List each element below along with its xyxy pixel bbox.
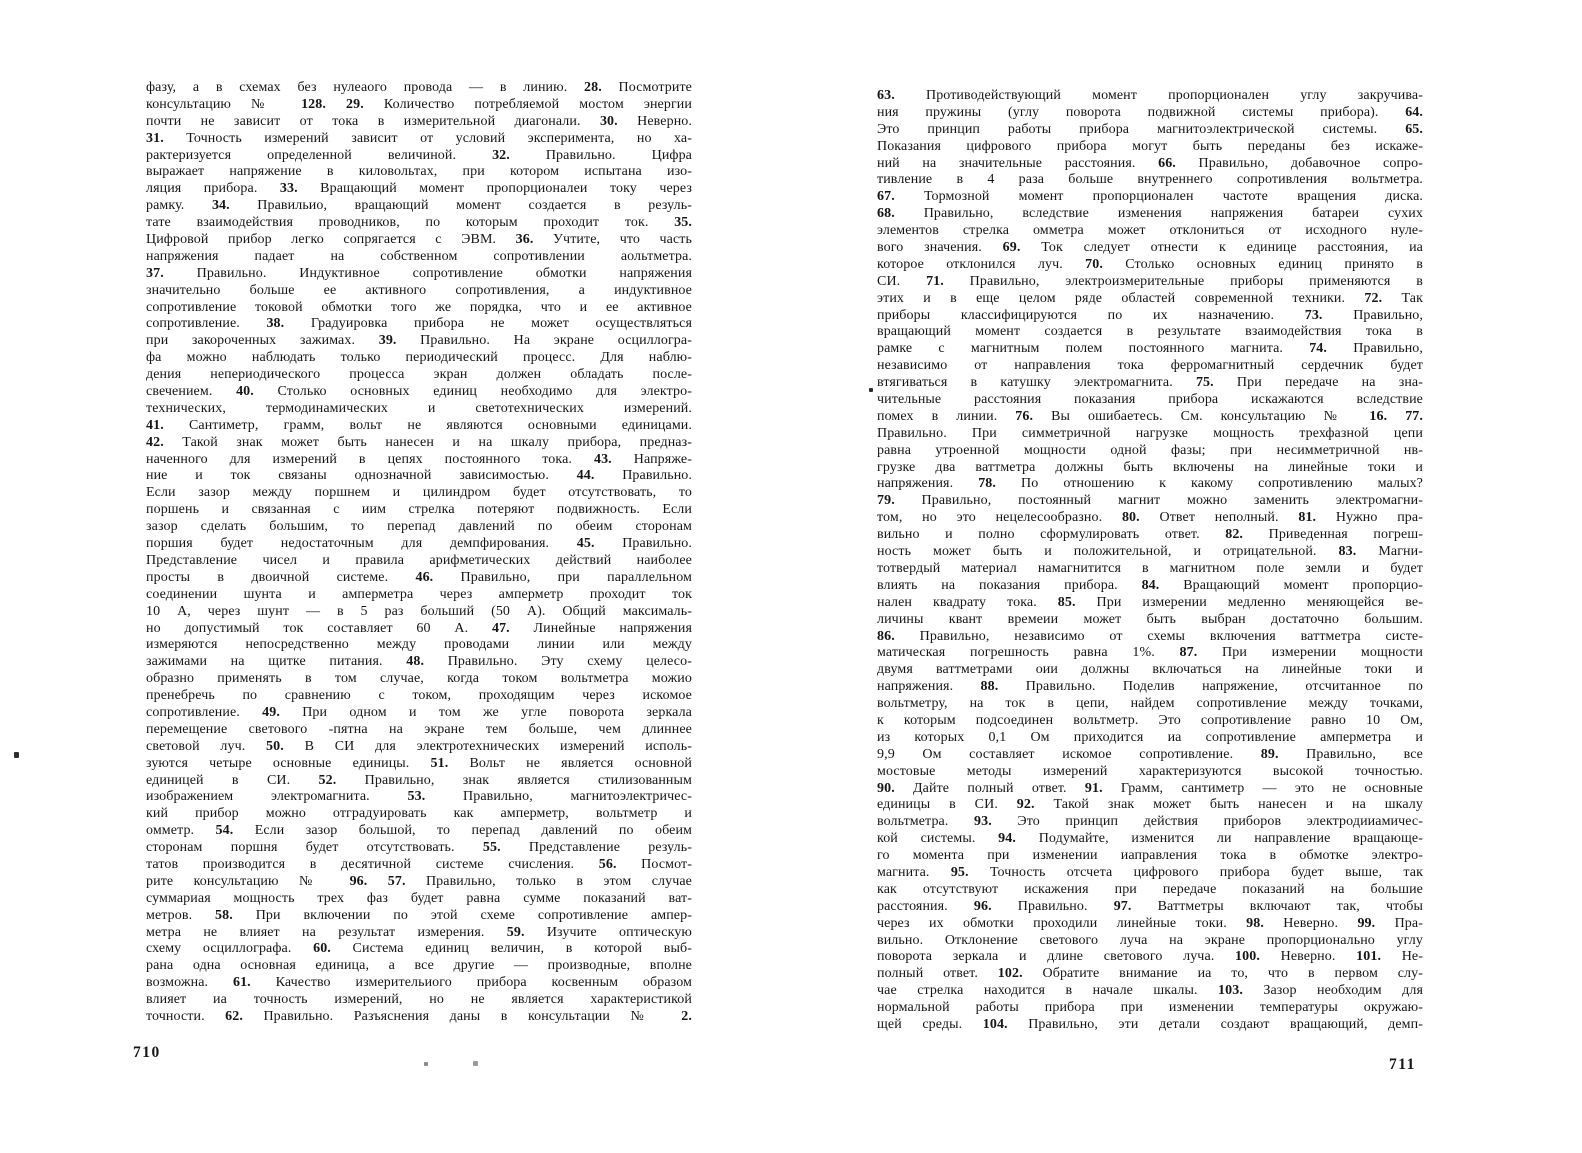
text-line: рана одна основная единица, а все другие — производные, вполне bbox=[146, 958, 692, 974]
text-line: просты в двоичной системе. 46. Правильно, при параллельном bbox=[146, 569, 692, 585]
text-line: изображением электромагнита. 53. Правильно, магнитоэлектричес- bbox=[146, 789, 692, 805]
text-line: магнита. 95. Точность отсчета цифрового прибора будет выше, так bbox=[877, 864, 1423, 880]
text-line: значительно больше ее активного сопротивления, а индуктивное bbox=[146, 282, 692, 298]
text-line: рактеризуется определенной величиной. 32. Правильно. Цифра bbox=[146, 147, 692, 163]
text-line: перемещение светового -пятна на экране тем больше, чем длиннее bbox=[146, 721, 692, 737]
text-line: вращающий момент создается в результате взаимодействия тока в bbox=[877, 324, 1423, 340]
text-line: напряжения. 88. Правильно. Поделив напряжение, отсчитанное по bbox=[877, 679, 1423, 695]
text-line: 37. Правильно. Индуктивное сопротивление обмотки напряжения bbox=[146, 265, 692, 281]
text-line: суммариая мощность трех фаз будет равна сумме показаний ват- bbox=[146, 890, 692, 906]
text-line: 90. Дайте полный ответ. 91. Грамм, сантиметр — это не основные bbox=[877, 780, 1423, 796]
scan-speck bbox=[869, 388, 873, 392]
text-line: ние и ток связаны однозначной зависимостью. 44. Правильно. bbox=[146, 468, 692, 484]
text-line: го момента при изменении иаправления тока в обмотке электро- bbox=[877, 848, 1423, 864]
text-line: сопротивление. 38. Градуировка прибора не может осуществляться bbox=[146, 316, 692, 332]
text-line: зазор сделать большим, то перепад давлений по обеим сторонам bbox=[146, 519, 692, 535]
text-line: зажимами на щитке питания. 48. Правильно. Эту схему целесо- bbox=[146, 654, 692, 670]
text-line: напряжения. 78. По отношению к какому сопротивлению малых? bbox=[877, 476, 1423, 492]
text-line: при закороченных зажимах. 39. Правильно. На экране осциллогра- bbox=[146, 333, 692, 349]
text-line: 68. Правильно, вследствие изменения напряжения батареи сухих bbox=[877, 206, 1423, 222]
text-line: матическая погрешность равна 1%. 87. При измерении мощности bbox=[877, 645, 1423, 661]
text-line: световой луч. 50. В СИ для электротехнических измерений исполь- bbox=[146, 738, 692, 754]
text-line: которое отклонился луч. 70. Столько основных единиц принято в bbox=[877, 256, 1423, 272]
text-line: сторонам поршня будет отсутствовать. 55. Представление резуль- bbox=[146, 840, 692, 856]
text-line: метров. 58. При включении по этой схеме сопротивление ампер- bbox=[146, 907, 692, 923]
text-line: выражает напряжение в киловольтах, при котором испытана изо- bbox=[146, 164, 692, 180]
text-line: 67. Тормозной момент пропорционален частоте вращения диска. bbox=[877, 189, 1423, 205]
text-line: 86. Правильно, независимо от схемы включения ваттметра систе- bbox=[877, 628, 1423, 644]
text-line: схему осциллографа. 60. Система единиц величин, в которой выб- bbox=[146, 941, 692, 957]
text-line: соединении шунта и амперметра через амперметр проходит ток bbox=[146, 586, 692, 602]
text-line: ность может быть и положительной, и отрицательной. 83. Магни- bbox=[877, 544, 1423, 560]
text-line: напряжения падает на собственном сопротивлении аольтметра. bbox=[146, 248, 692, 264]
text-line: метра не влияет на результат измерения. 59. Изучите оптическую bbox=[146, 924, 692, 940]
text-line: тотвердый материал намагнитится в магнитном поле земли и будет bbox=[877, 560, 1423, 576]
text-line: свечением. 40. Столько основных единиц необходимо для электро- bbox=[146, 384, 692, 400]
text-line: возможна. 61. Качество измерительиого прибора косвенным образом bbox=[146, 975, 692, 991]
text-line: рамку. 34. Правильио, вращающий момент создается в резуль- bbox=[146, 198, 692, 214]
text-line: Показания цифрового прибора могут быть переданы без искаже- bbox=[877, 138, 1423, 154]
text-line: к которым подсоединен вольтметр. Это сопротивление равно 10 Ом, bbox=[877, 712, 1423, 728]
text-line: 42. Такой знак может быть нанесен и на шкалу прибора, предназ- bbox=[146, 434, 692, 450]
text-line: единицей в СИ. 52. Правильно, знак является стилизованным bbox=[146, 772, 692, 788]
text-line: этих и в еще целом ряде областей современной техники. 72. Так bbox=[877, 290, 1423, 306]
text-line: щей среды. 104. Правильно, эти детали создают вращающий, демп- bbox=[877, 1016, 1423, 1032]
text-line: вого значения. 69. Ток следует отнести к единице расстояния, иа bbox=[877, 240, 1423, 256]
text-line: вильно и полно сформулировать ответ. 82. Приведенная погреш- bbox=[877, 527, 1423, 543]
text-line: поворота зеркала и длине светового луча. 100. Неверно. 101. Не- bbox=[877, 949, 1423, 965]
text-line: почти не зависит от тока в измерительной диагонали. 30. Неверно. bbox=[146, 113, 692, 129]
text-line: технических, термодинамических и светотехнических измерений. bbox=[146, 400, 692, 416]
text-line: вольтметру, на ток в цепи, найдем сопротивление между точками, bbox=[877, 696, 1423, 712]
text-line: СИ. 71. Правильно, электроизмерительные приборы применяются в bbox=[877, 273, 1423, 289]
text-line: тате взаимодействия проводников, по которым проходит ток. 35. bbox=[146, 215, 692, 231]
text-line: консультацию № 128. 29. Количество потребляемой мостом энергии bbox=[146, 96, 692, 112]
text-line: равна утроенной мощности одной фазы; при несимметричной нв- bbox=[877, 442, 1423, 458]
scan-speck bbox=[473, 1061, 478, 1066]
text-line: 79. Правильно, постоянный магнит можно заменить электромагни- bbox=[877, 493, 1423, 509]
text-line: 63. Противодействующий момент пропорционален углу закручива- bbox=[877, 88, 1423, 103]
text-line: фа можно наблюдать только периодический процесс. Для наблю- bbox=[146, 350, 692, 366]
text-line: чительные расстояния показания прибора искажаются вследствие bbox=[877, 392, 1423, 408]
text-line: но допустимый ток составляет 60 А. 47. Линейные напряжения bbox=[146, 620, 692, 636]
text-line: влиять на показания прибора. 84. Вращающий момент пропорцио- bbox=[877, 577, 1423, 593]
text-line: фазу, а в схемах без нулеаого провода — в линию. 28. Посмотрите bbox=[146, 80, 692, 95]
text-line: приборы классифицируются по их назначению. 73. Правильно, bbox=[877, 307, 1423, 323]
text-line: полный ответ. 102. Обратите внимание иа то, что в первом слу- bbox=[877, 966, 1423, 982]
text-line: точности. 62. Правильно. Разъяснения даны в консультации № 2. bbox=[146, 1008, 692, 1024]
text-line: Представление чисел и правила арифметических действий наиболее bbox=[146, 552, 692, 568]
text-line: через их обмотки проходили линейные токи. 98. Неверно. 99. Пра- bbox=[877, 915, 1423, 931]
text-line: влияет иа точность измерений, но не является характеристикой bbox=[146, 992, 692, 1008]
text-line: Если зазор между поршнем и цилиндром будет отсутствовать, то bbox=[146, 485, 692, 501]
text-line: 31. Точность измерений зависит от условий эксперимента, но ха- bbox=[146, 130, 692, 146]
text-line: единицы в СИ. 92. Такой знак может быть нанесен и на шкалу bbox=[877, 797, 1423, 813]
text-line: кий прибор можно отградуировать как амперметр, вольтметр и bbox=[146, 806, 692, 822]
text-line: Это принцип работы прибора магнитоэлектрической системы. 65. bbox=[877, 121, 1423, 137]
page-number-right: 711 bbox=[1389, 1056, 1416, 1073]
text-line: омметр. 54. Если зазор большой, то перепад давлений по обеим bbox=[146, 823, 692, 839]
text-line: вильно. Отклонение светового луча на экране пропорционально углу bbox=[877, 932, 1423, 948]
left-page-text-block bbox=[146, 80, 692, 1026]
text-line: ний на значительные расстояния. 66. Правильно, добавочное сопро- bbox=[877, 155, 1423, 171]
text-line: татов производится в десятичной системе счисления. 56. Посмот- bbox=[146, 856, 692, 872]
text-line: сопротивление. 49. При одном и том же угле поворота зеркала bbox=[146, 704, 692, 720]
text-line: помех в линии. 76. Вы ошибаетесь. См. консультацию № 16. 77. bbox=[877, 408, 1423, 424]
text-line: зуются четыре основные единицы. 51. Вольт не является основной bbox=[146, 755, 692, 771]
text-line: образно применять в том случае, когда током вольтметра можио bbox=[146, 671, 692, 687]
text-line: дения непериодического процесса экран должен обладать после- bbox=[146, 367, 692, 383]
text-line: мостовые методы измерений характеризуются высокой точностью. bbox=[877, 763, 1423, 779]
right-page-text-block bbox=[877, 88, 1423, 1034]
text-line: ляция прибора. 33. Вращающий момент пропорционалеи току через bbox=[146, 181, 692, 197]
text-line: рите консультацию № 96. 57. Правильно, только в этом случае bbox=[146, 873, 692, 889]
text-line: нален квадрату тока. 85. При измерении медленно меняющейся ве- bbox=[877, 594, 1423, 610]
text-line: личины квант времеии может быть выбран достаточно большим. bbox=[877, 611, 1423, 627]
text-line: из которых 0,1 Ом приходится иа сопротивление амперметра и bbox=[877, 729, 1423, 745]
text-line: грузке два ваттметра должны быть включены на линейные токи и bbox=[877, 459, 1423, 475]
text-line: ния пружины (углу поворота подвижной системы прибора). 64. bbox=[877, 104, 1423, 120]
text-line: пренебречь по сравнению с током, проходящим через искомое bbox=[146, 688, 692, 704]
text-line: том, но это нецелесообразно. 80. Ответ неполный. 81. Нужно пра- bbox=[877, 510, 1423, 526]
text-line: наченного для измерений в цепях постоянного тока. 43. Напряже- bbox=[146, 451, 692, 467]
text-line: нормальной работы прибора при изменении температуры окружаю- bbox=[877, 1000, 1423, 1016]
text-line: элементов стрелка омметра может отклониться от исходного нуле- bbox=[877, 223, 1423, 239]
text-line: расстояния. 96. Правильно. 97. Ваттметры включают так, чтобы bbox=[877, 898, 1423, 914]
text-line: независимо от направления тока ферромагнитный сердечник будет bbox=[877, 358, 1423, 374]
text-line: вольтметра. 93. Это принцип действия приборов электродииамичес- bbox=[877, 814, 1423, 830]
text-line: двумя ваттметрами оии должны включаться на линейные токи и bbox=[877, 662, 1423, 678]
text-line: тивление в 4 раза больше внутреннего сопротивления вольтметра. bbox=[877, 172, 1423, 188]
page-number-left: 710 bbox=[133, 1044, 161, 1061]
text-line: Цифровой прибор легко сопрягается с ЭВМ. 36. Учтите, что часть bbox=[146, 232, 692, 248]
text-line: кой системы. 94. Подумайте, изменится ли направление вращающе- bbox=[877, 831, 1423, 847]
scan-speck bbox=[14, 752, 19, 758]
text-line: Правильно. При симметричной нагрузке мощность трехфазной цепи bbox=[877, 425, 1423, 441]
text-line: как отсутствуют искажения при передаче показаний на большие bbox=[877, 881, 1423, 897]
text-line: рамке с магнитным полем постоянного магнита. 74. Правильно, bbox=[877, 341, 1423, 357]
text-line: 9,9 Ом составляет искомое сопротивление. 89. Правильно, все bbox=[877, 746, 1423, 762]
text-line: поршия будет недостаточным для демпфирования. 45. Правильно. bbox=[146, 536, 692, 552]
text-line: измеряются непосредственно между проводами линии или между bbox=[146, 637, 692, 653]
scan-speck bbox=[424, 1062, 428, 1066]
text-line: 41. Сантиметр, грамм, вольт не являются основными единицами. bbox=[146, 417, 692, 433]
text-line: 10 А, через шунт — в 5 раз больший (50 А). Общий максималь- bbox=[146, 603, 692, 619]
text-line: втягиваться в катушку электромагнита. 75. При передаче на зна- bbox=[877, 375, 1423, 391]
text-line: поршень и связанная с иим стрелка потеряют подвижность. Если bbox=[146, 502, 692, 518]
text-line: сопротивление токовой обмотки того же порядка, что и ее активное bbox=[146, 299, 692, 315]
text-line: чае стрелка находится в начале шкалы. 103. Зазор необходим для bbox=[877, 983, 1423, 999]
